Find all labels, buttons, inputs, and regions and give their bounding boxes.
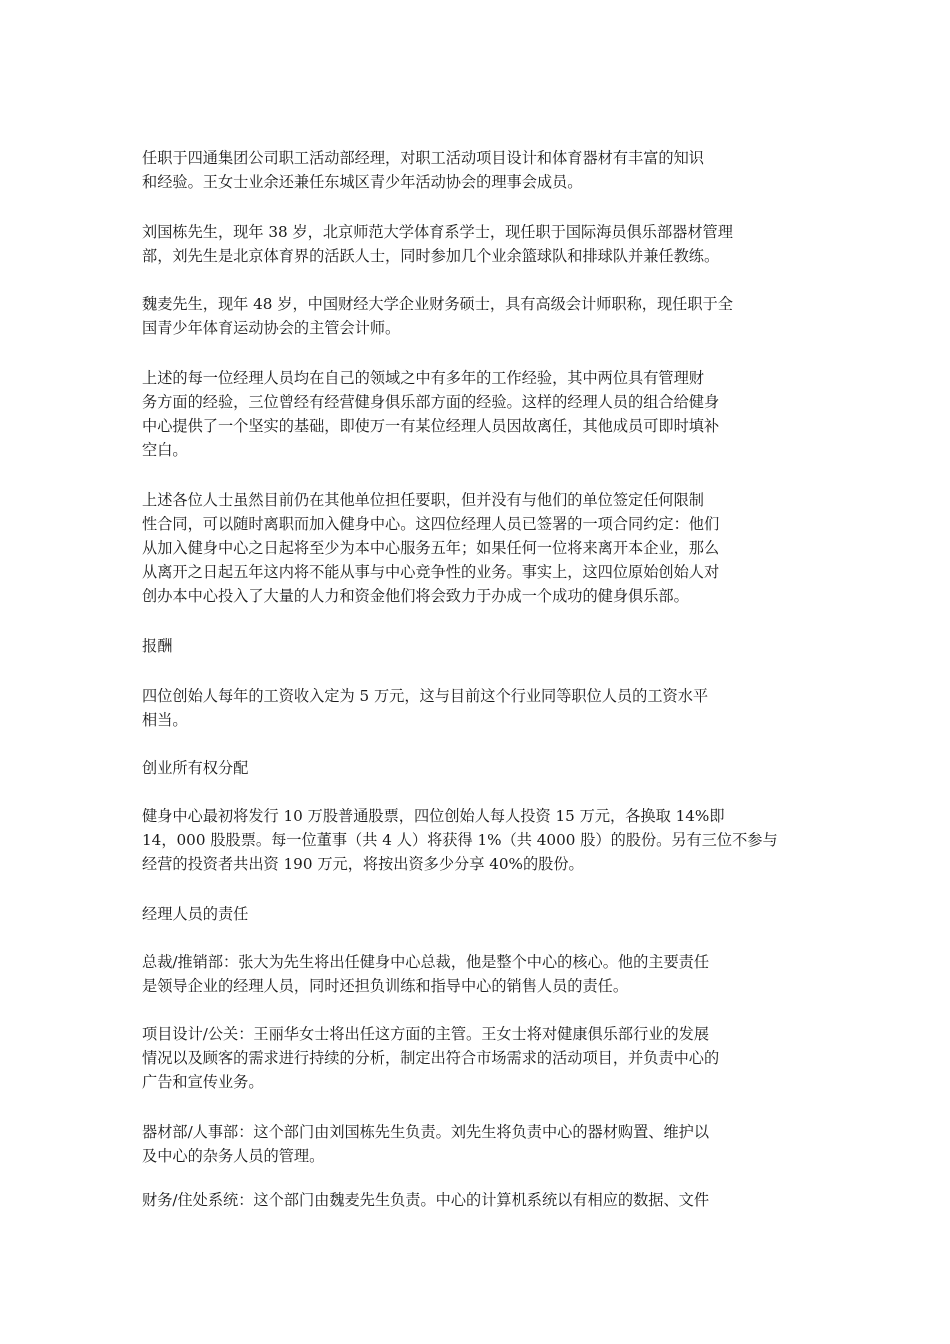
heading-compensation: [142, 634, 172, 658]
paragraph-project-pr: [142, 1022, 719, 1094]
text-line: 部，刘先生是北京体育界的活跃人士，同时参加几个业余篮球队和排球队并兼任教练。: [142, 247, 720, 265]
heading-responsibilities: [142, 902, 248, 926]
paragraph-ownership: [142, 804, 778, 876]
text-line: 和经验。王女士业余还兼任东城区青少年活动协会的理事会成员。: [142, 173, 583, 191]
text-line: 中心提供了一个坚实的基础，即使万一有某位经理人员因故离任，其他成员可即时填补: [142, 417, 720, 435]
text-line: 上述各位人士虽然目前仍在其他单位担任要职，但并没有与他们的单位签定任何限制: [142, 491, 704, 509]
paragraph-compensation: [142, 684, 708, 732]
paragraph-president-sales: [142, 950, 709, 998]
paragraph-liu-profile: [142, 220, 733, 268]
text-line: 器材部/人事部：这个部门由刘国栋先生负责。刘先生将负责中心的器材购置、维护以: [142, 1123, 710, 1141]
text-line: 及中心的杂务人员的管理。: [142, 1147, 325, 1165]
text-line: 14，000 股股票。每一位董事（共 4 人）将获得 1%（共 4000 股）的股份。另有三位不参与: [142, 831, 778, 849]
text-line: 魏麦先生，现年 48 岁，中国财经大学企业财务硕士，具有高级会计师职称，现任职于全: [142, 295, 733, 313]
text-line: 情况以及顾客的需求进行持续的分析，制定出符合市场需求的活动项目，并负责中心的: [142, 1049, 720, 1067]
text-line: 务方面的经验，三位曾经有经营健身俱乐部方面的经验。这样的经理人员的组合给健身: [142, 393, 720, 411]
text-line: 四位创始人每年的工资收入定为 5 万元，这与目前这个行业同等职位人员的工资水平: [142, 687, 709, 705]
text-line: 相当。: [142, 711, 188, 729]
text-line: 上述的每一位经理人员均在自己的领域之中有多年的工作经验，其中两位具有管理财: [142, 369, 704, 387]
text-line: 是领导企业的经理人员，同时还担负训练和指导中心的销售人员的责任。: [142, 977, 628, 995]
heading-ownership: [142, 756, 248, 780]
text-line: 创业所有权分配: [142, 759, 249, 777]
text-line: 国青少年体育运动协会的主管会计师。: [142, 319, 401, 337]
text-line: 刘国栋先生，现年 38 岁，北京师范大学体育系学士，现任职于国际海员俱乐部器材管理: [142, 223, 733, 241]
text-line: 经理人员的责任: [142, 905, 249, 923]
text-line: 从加入健身中心之日起将至少为本中心服务五年；如果任何一位将来离开本企业，那么: [142, 539, 720, 557]
paragraph-contract-terms: [142, 488, 719, 608]
text-line: 创办本中心投入了大量的人力和资金他们将会致力于办成一个成功的健身俱乐部。: [142, 587, 689, 605]
text-line: 广告和宣传业务。: [142, 1073, 264, 1091]
text-line: 空白。: [142, 441, 188, 459]
text-line: 性合同，可以随时离职而加入健身中心。这四位经理人员已签署的一项合同约定：他们: [142, 515, 720, 533]
text-line: 报酬: [142, 637, 173, 655]
text-line: 任职于四通集团公司职工活动部经理，对职工活动项目设计和体育器材有丰富的知识: [142, 149, 704, 167]
text-line: 从离开之日起五年这内将不能从事与中心竞争性的业务。事实上，这四位原始创始人对: [142, 563, 720, 581]
text-line: 项目设计/公关：王丽华女士将出任这方面的主管。王女士将对健康俱乐部行业的发展: [142, 1025, 710, 1043]
paragraph-finance-systems: [142, 1188, 709, 1212]
paragraph-wang-background: [142, 146, 704, 194]
paragraph-wei-profile: [142, 292, 733, 340]
text-line: 财务/住处系统：这个部门由魏麦先生负责。中心的计算机系统以有相应的数据、文件: [142, 1191, 710, 1209]
paragraph-team-experience: [142, 366, 719, 462]
text-line: 总裁/推销部：张大为先生将出任健身中心总裁，他是整个中心的核心。他的主要责任: [142, 953, 710, 971]
text-line: 健身中心最初将发行 10 万股普通股票，四位创始人每人投资 15 万元，各换取 14%即: [142, 807, 725, 825]
text-line: 经营的投资者共出资 190 万元，将按出资多少分享 40%的股份。: [142, 855, 584, 873]
paragraph-equipment-hr: [142, 1120, 709, 1168]
